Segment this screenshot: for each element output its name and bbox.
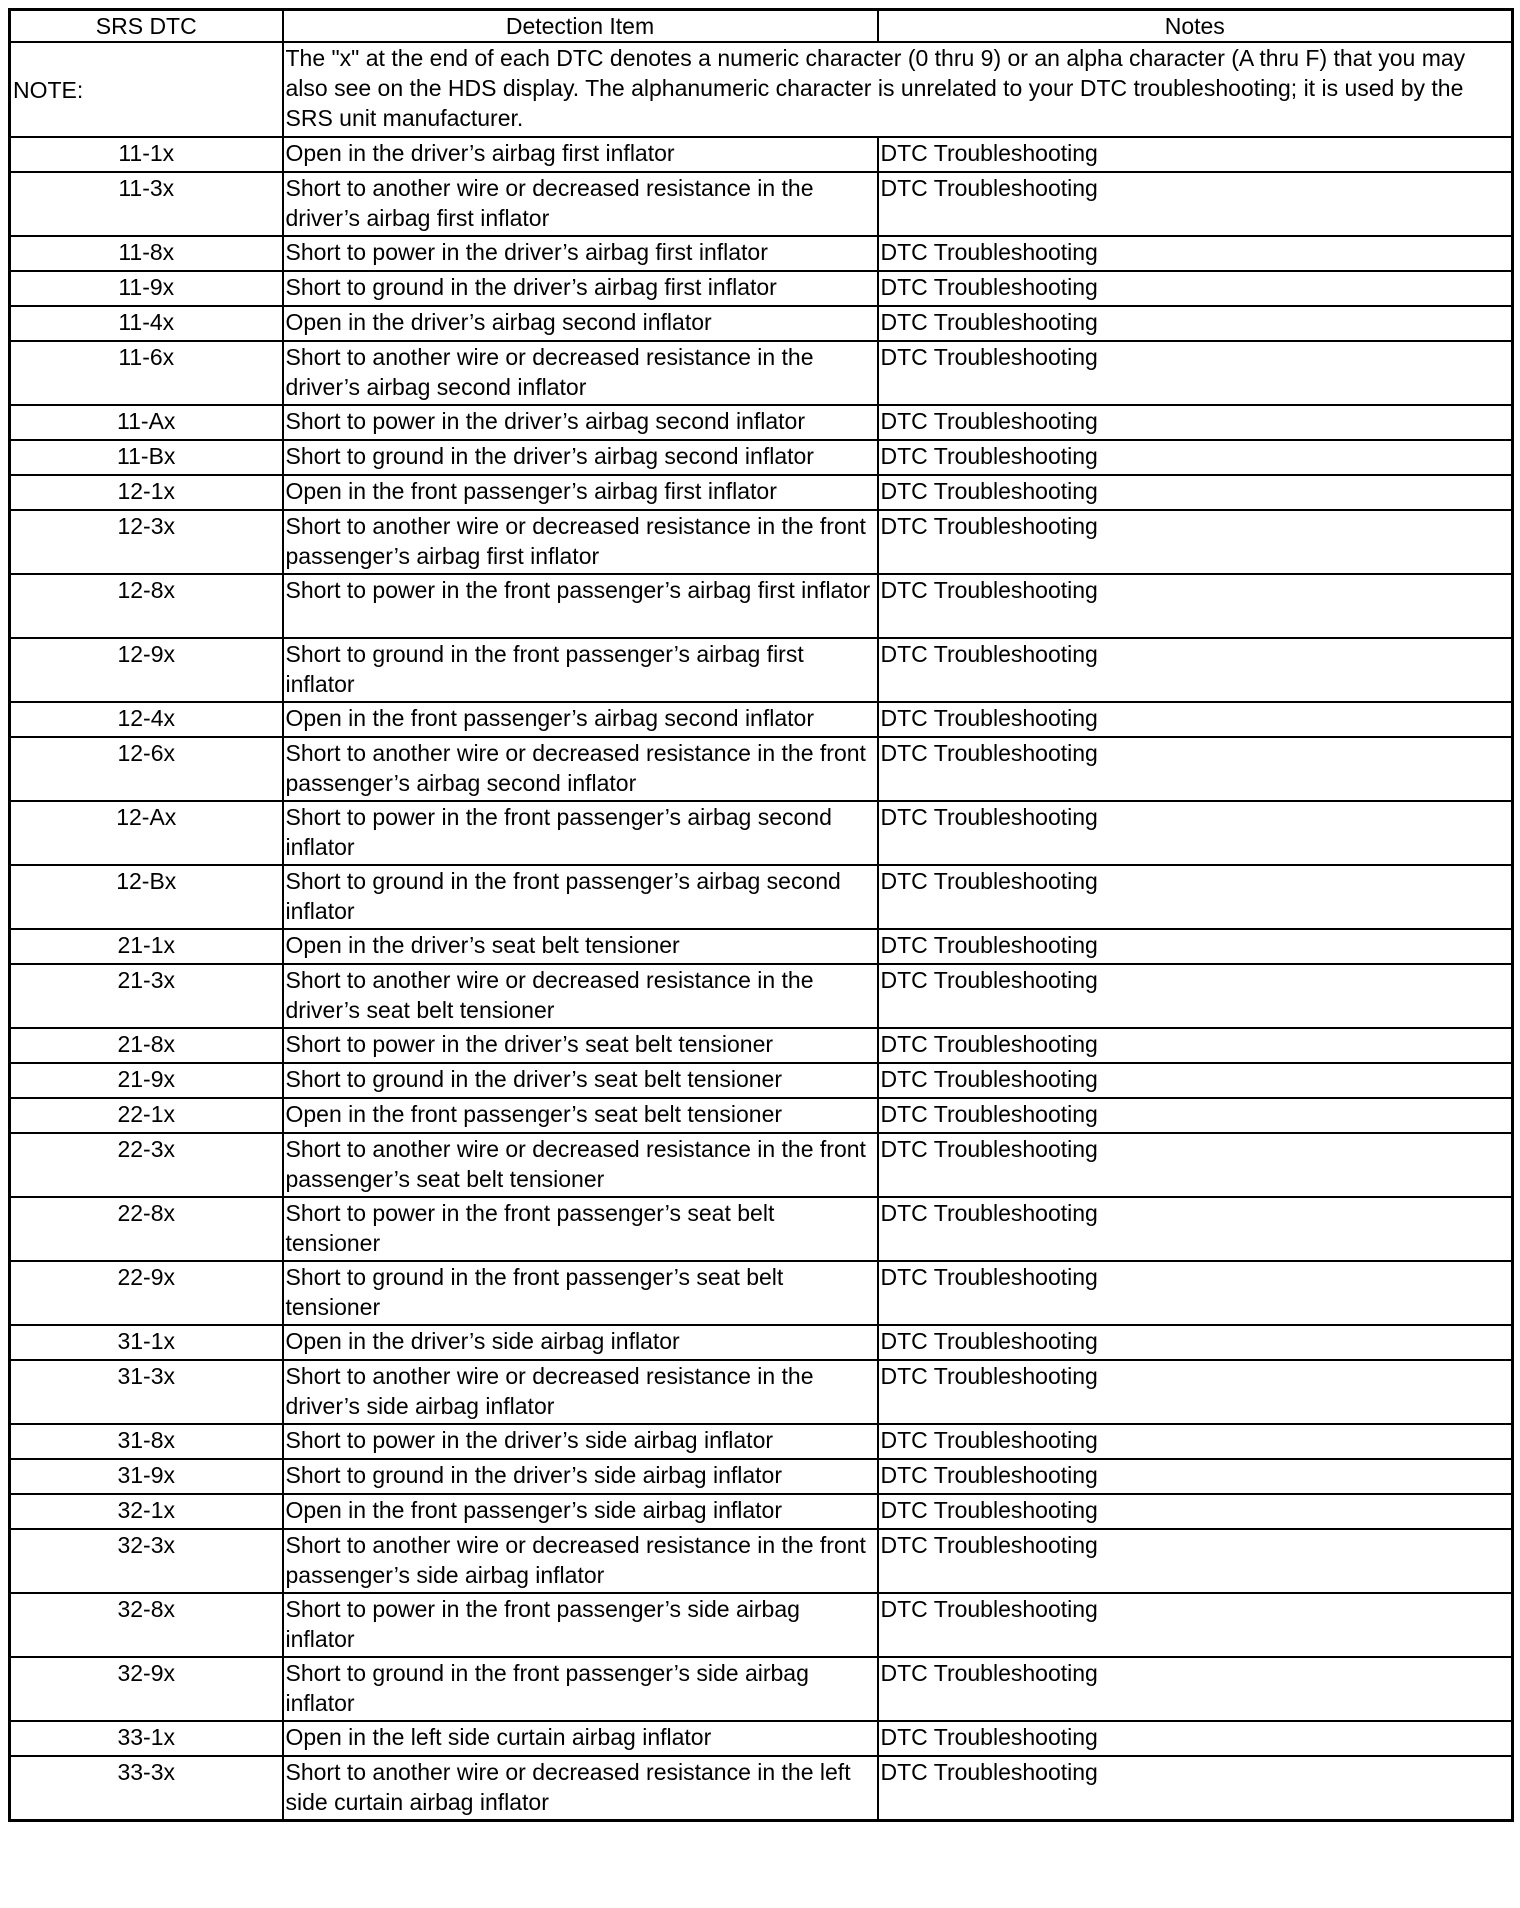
table-row [10,1756,1513,1821]
table-header [10,10,1513,43]
notes-cell: DTC Troubleshooting [878,1756,1513,1821]
detection-item-cell: Open in the driver’s airbag first inflator [283,137,878,172]
dtc-code-cell: 11-4x [10,306,283,341]
dtc-code-cell: 21-9x [10,1063,283,1098]
dtc-code-cell: 12-6x [10,737,283,801]
notes-cell: DTC Troubleshooting [878,1098,1513,1133]
detection-item-cell: Short to another wire or decreased resistance in the front passenger’s side airbag inflator [283,1529,878,1593]
detection-item-cell: Short to another wire or decreased resistance in the driver’s airbag second inflator [283,341,878,405]
table-row [10,1360,1513,1424]
table-row [10,1325,1513,1360]
detection-item-cell: Short to power in the front passenger’s seat belt tensioner [283,1197,878,1261]
note-label: NOTE: [10,42,283,137]
detection-item-cell: Short to another wire or decreased resistance in the left side curtain airbag inflator [283,1756,878,1821]
detection-item-cell: Short to power in the driver’s seat belt tensioner [283,1028,878,1063]
notes-cell: DTC Troubleshooting [878,271,1513,306]
table-row [10,1657,1513,1721]
table-row [10,801,1513,865]
notes-cell: DTC Troubleshooting [878,341,1513,405]
notes-cell: DTC Troubleshooting [878,964,1513,1028]
notes-cell: DTC Troubleshooting [878,865,1513,929]
table-row [10,574,1513,638]
table-row [10,475,1513,510]
notes-cell: DTC Troubleshooting [878,236,1513,271]
dtc-code-cell: 31-9x [10,1459,283,1494]
dtc-code-cell: 32-1x [10,1494,283,1529]
notes-cell: DTC Troubleshooting [878,475,1513,510]
dtc-code-cell: 31-3x [10,1360,283,1424]
notes-cell: DTC Troubleshooting [878,1494,1513,1529]
table-row [10,1494,1513,1529]
dtc-code-cell: 22-1x [10,1098,283,1133]
dtc-code-cell: 11-9x [10,271,283,306]
detection-item-cell: Open in the front passenger’s seat belt tensioner [283,1098,878,1133]
notes-cell: DTC Troubleshooting [878,1028,1513,1063]
notes-cell: DTC Troubleshooting [878,737,1513,801]
dtc-code-cell: 21-1x [10,929,283,964]
table-row [10,306,1513,341]
detection-item-cell: Short to another wire or decreased resistance in the driver’s side airbag inflator [283,1360,878,1424]
dtc-code-cell: 11-1x [10,137,283,172]
table-row [10,1133,1513,1197]
dtc-code-cell: 32-8x [10,1593,283,1657]
detection-item-cell: Short to ground in the front passenger’s seat belt tensioner [283,1261,878,1325]
detection-item-cell: Short to power in the driver’s airbag second inflator [283,405,878,440]
notes-cell: DTC Troubleshooting [878,1261,1513,1325]
dtc-code-cell: 12-1x [10,475,283,510]
table-row [10,1063,1513,1098]
notes-cell: DTC Troubleshooting [878,1459,1513,1494]
detection-item-cell: Short to another wire or decreased resistance in the driver’s airbag first inflator [283,172,878,236]
note-row [10,42,1513,137]
notes-cell: DTC Troubleshooting [878,638,1513,702]
detection-item-cell: Open in the driver’s side airbag inflator [283,1325,878,1360]
notes-cell: DTC Troubleshooting [878,510,1513,574]
detection-item-cell: Short to another wire or decreased resistance in the front passenger’s seat belt tensioner [283,1133,878,1197]
header-detection-item: Detection Item [283,10,878,43]
dtc-code-cell: 11-8x [10,236,283,271]
notes-cell: DTC Troubleshooting [878,405,1513,440]
table-row [10,1098,1513,1133]
dtc-code-cell: 31-1x [10,1325,283,1360]
detection-item-cell: Short to ground in the front passenger’s airbag first inflator [283,638,878,702]
dtc-code-cell: 33-3x [10,1756,283,1821]
detection-item-cell: Short to ground in the driver’s seat belt tensioner [283,1063,878,1098]
notes-cell: DTC Troubleshooting [878,1133,1513,1197]
dtc-code-cell: 32-9x [10,1657,283,1721]
detection-item-cell: Short to power in the front passenger’s side airbag inflator [283,1593,878,1657]
table-row [10,964,1513,1028]
notes-cell: DTC Troubleshooting [878,1424,1513,1459]
table-row [10,341,1513,405]
table-row [10,737,1513,801]
notes-cell: DTC Troubleshooting [878,306,1513,341]
table-row [10,1721,1513,1756]
table-body [10,42,1513,1821]
header-srs-dtc: SRS DTC [10,10,283,43]
notes-cell: DTC Troubleshooting [878,1721,1513,1756]
dtc-code-cell: 11-3x [10,172,283,236]
table-row [10,1028,1513,1063]
dtc-code-cell: 11-Ax [10,405,283,440]
table-row [10,1459,1513,1494]
dtc-code-cell: 12-Ax [10,801,283,865]
table-row [10,510,1513,574]
table-row [10,702,1513,737]
notes-cell: DTC Troubleshooting [878,137,1513,172]
detection-item-cell: Short to power in the front passenger’s airbag second inflator [283,801,878,865]
dtc-code-cell: 32-3x [10,1529,283,1593]
detection-item-cell: Short to another wire or decreased resistance in the front passenger’s airbag second inflator [283,737,878,801]
detection-item-cell: Open in the driver’s seat belt tensioner [283,929,878,964]
dtc-code-cell: 22-3x [10,1133,283,1197]
dtc-code-cell: 11-6x [10,341,283,405]
detection-item-cell: Open in the left side curtain airbag inflator [283,1721,878,1756]
table-row [10,1593,1513,1657]
table-row [10,1197,1513,1261]
table-row [10,929,1513,964]
table-row [10,137,1513,172]
notes-cell: DTC Troubleshooting [878,1360,1513,1424]
note-text: The "x" at the end of each DTC denotes a numeric character (0 thru 9) or an alpha character (A thru F) that you may also see on the HDS display. The alphanumeric character is unrelated to your DTC troubleshooting; it is used by the SRS unit manufacturer. [283,42,1513,137]
dtc-code-cell: 12-Bx [10,865,283,929]
detection-item-cell: Short to ground in the front passenger’s airbag second inflator [283,865,878,929]
detection-item-cell: Short to power in the front passenger’s airbag first inflator [283,574,878,638]
detection-item-cell: Short to power in the driver’s airbag first inflator [283,236,878,271]
table-row [10,1261,1513,1325]
notes-cell: DTC Troubleshooting [878,574,1513,638]
detection-item-cell: Short to another wire or decreased resistance in the driver’s seat belt tensioner [283,964,878,1028]
dtc-table [8,8,1514,1822]
notes-cell: DTC Troubleshooting [878,1593,1513,1657]
table-row [10,172,1513,236]
detection-item-cell: Open in the front passenger’s airbag second inflator [283,702,878,737]
dtc-code-cell: 21-3x [10,964,283,1028]
dtc-code-cell: 11-Bx [10,440,283,475]
notes-cell: DTC Troubleshooting [878,1063,1513,1098]
detection-item-cell: Short to another wire or decreased resistance in the front passenger’s airbag first inflator [283,510,878,574]
header-notes: Notes [878,10,1513,43]
dtc-code-cell: 31-8x [10,1424,283,1459]
notes-cell: DTC Troubleshooting [878,1657,1513,1721]
dtc-code-cell: 12-8x [10,574,283,638]
table-row [10,638,1513,702]
notes-cell: DTC Troubleshooting [878,702,1513,737]
notes-cell: DTC Troubleshooting [878,801,1513,865]
table-row [10,1529,1513,1593]
detection-item-cell: Short to ground in the driver’s airbag second inflator [283,440,878,475]
table-row [10,236,1513,271]
notes-cell: DTC Troubleshooting [878,172,1513,236]
dtc-code-cell: 12-4x [10,702,283,737]
detection-item-cell: Short to ground in the front passenger’s side airbag inflator [283,1657,878,1721]
detection-item-cell: Short to ground in the driver’s airbag first inflator [283,271,878,306]
detection-item-cell: Short to power in the driver’s side airbag inflator [283,1424,878,1459]
notes-cell: DTC Troubleshooting [878,929,1513,964]
table-row [10,865,1513,929]
dtc-code-cell: 12-9x [10,638,283,702]
dtc-code-cell: 22-9x [10,1261,283,1325]
dtc-code-cell: 22-8x [10,1197,283,1261]
detection-item-cell: Short to ground in the driver’s side airbag inflator [283,1459,878,1494]
dtc-code-cell: 33-1x [10,1721,283,1756]
header-row [10,10,1513,43]
notes-cell: DTC Troubleshooting [878,1325,1513,1360]
detection-item-cell: Open in the driver’s airbag second inflator [283,306,878,341]
dtc-code-cell: 21-8x [10,1028,283,1063]
table-row [10,440,1513,475]
table-row [10,405,1513,440]
dtc-code-cell: 12-3x [10,510,283,574]
detection-item-cell: Open in the front passenger’s side airbag inflator [283,1494,878,1529]
detection-item-cell: Open in the front passenger’s airbag first inflator [283,475,878,510]
notes-cell: DTC Troubleshooting [878,440,1513,475]
table-row [10,271,1513,306]
notes-cell: DTC Troubleshooting [878,1197,1513,1261]
table-row [10,1424,1513,1459]
notes-cell: DTC Troubleshooting [878,1529,1513,1593]
